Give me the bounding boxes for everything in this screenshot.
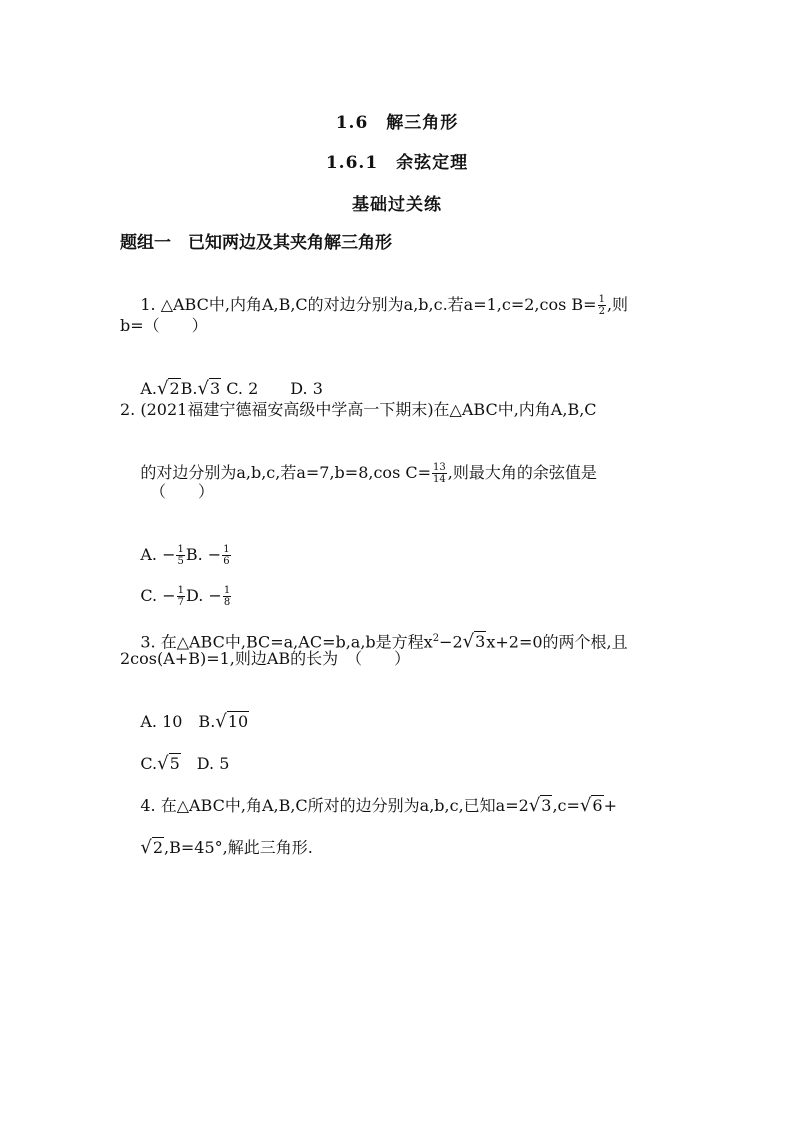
q1-text-b: ,则 [606,295,629,314]
q2-optD-frac: $\frac{1}{8}$ [223,585,231,608]
q3-line2: 2cos(A+B)=1,则边AB的长为 （ ） [120,649,411,668]
q4-text-d: ,B=45°,解此三角形. [164,838,313,857]
q2-text-a: 的对边分别为a,b,c,若a=7,b=8,cos C= [140,463,432,482]
q2-optA-prefix: A. − [140,545,176,564]
part-title: 基础过关练 [352,195,442,215]
sqrt-icon: √10 [215,711,249,732]
q4-text-b: ,c= [552,796,580,815]
q4-text-a: 4. 在△ABC中,角A,B,C所对的边分别为a,b,c,已知a=2 [140,796,529,815]
sqrt-icon: √2 [156,378,180,399]
q1-optCD: C. 2 D. 3 [221,379,323,398]
q3-optC-prefix: C. [140,754,158,773]
group-title: 题组一 已知两边及其夹角解三角形 [120,233,392,253]
q2-line3: （ ） [150,482,215,501]
sqrt-icon: √6 [579,795,603,816]
q4-line2 [120,815,313,881]
q2-optA-frac: $\frac{1}{5}$ [177,544,184,567]
sqrt-icon: √3 [462,631,486,653]
q2-optB-prefix: B. − [185,545,222,564]
sqrt-icon: √3 [197,378,221,399]
q4-text-c: + [603,796,617,815]
q1-text-a: 1. △ABC中,内角A,B,C的对边分别为a,b,c.若a=1,c=2,cos B= [140,295,597,314]
subsection-title: 1.6.1 余弦定理 [325,153,469,173]
sqrt-icon: √5 [157,753,180,774]
q1-optB-prefix: B. [180,379,198,398]
q3-optD: D. 5 [180,754,230,773]
q2-fraction: $\frac{13}{14}$ [433,462,446,485]
q3-text-c: x+2=0的两个根,且 [486,632,628,652]
section-title: 1.6 解三角形 [335,113,459,133]
q3-sup: 2 [432,633,440,644]
q1-optA-prefix: A. [140,379,157,398]
q2-line1: 2. (2021福建宁德福安高级中学高一下期末)在△ABC中,内角A,B,C [120,400,597,419]
sqrt-icon: √3 [528,795,552,816]
q1-fraction: $\frac{1}{2}$ [598,294,605,317]
q1-line2: b=（ ） [120,316,208,335]
q2-optD-prefix: D. − [185,586,222,605]
q3-text-a: 3. 在△ABC中,BC=a,AC=b,a,b是方程x [140,632,433,652]
sqrt-icon: √2 [140,837,164,858]
q2-optC-frac: $\frac{1}{7}$ [177,585,184,608]
q3-optA: A. 10 B. [140,712,216,731]
q2-text-b: ,则最大角的余弦值是 [447,463,597,482]
q2-optC-prefix: C. − [140,586,176,605]
q2-optB-frac: $\frac{1}{6}$ [223,544,230,567]
q3-text-b: −2 [439,632,463,652]
